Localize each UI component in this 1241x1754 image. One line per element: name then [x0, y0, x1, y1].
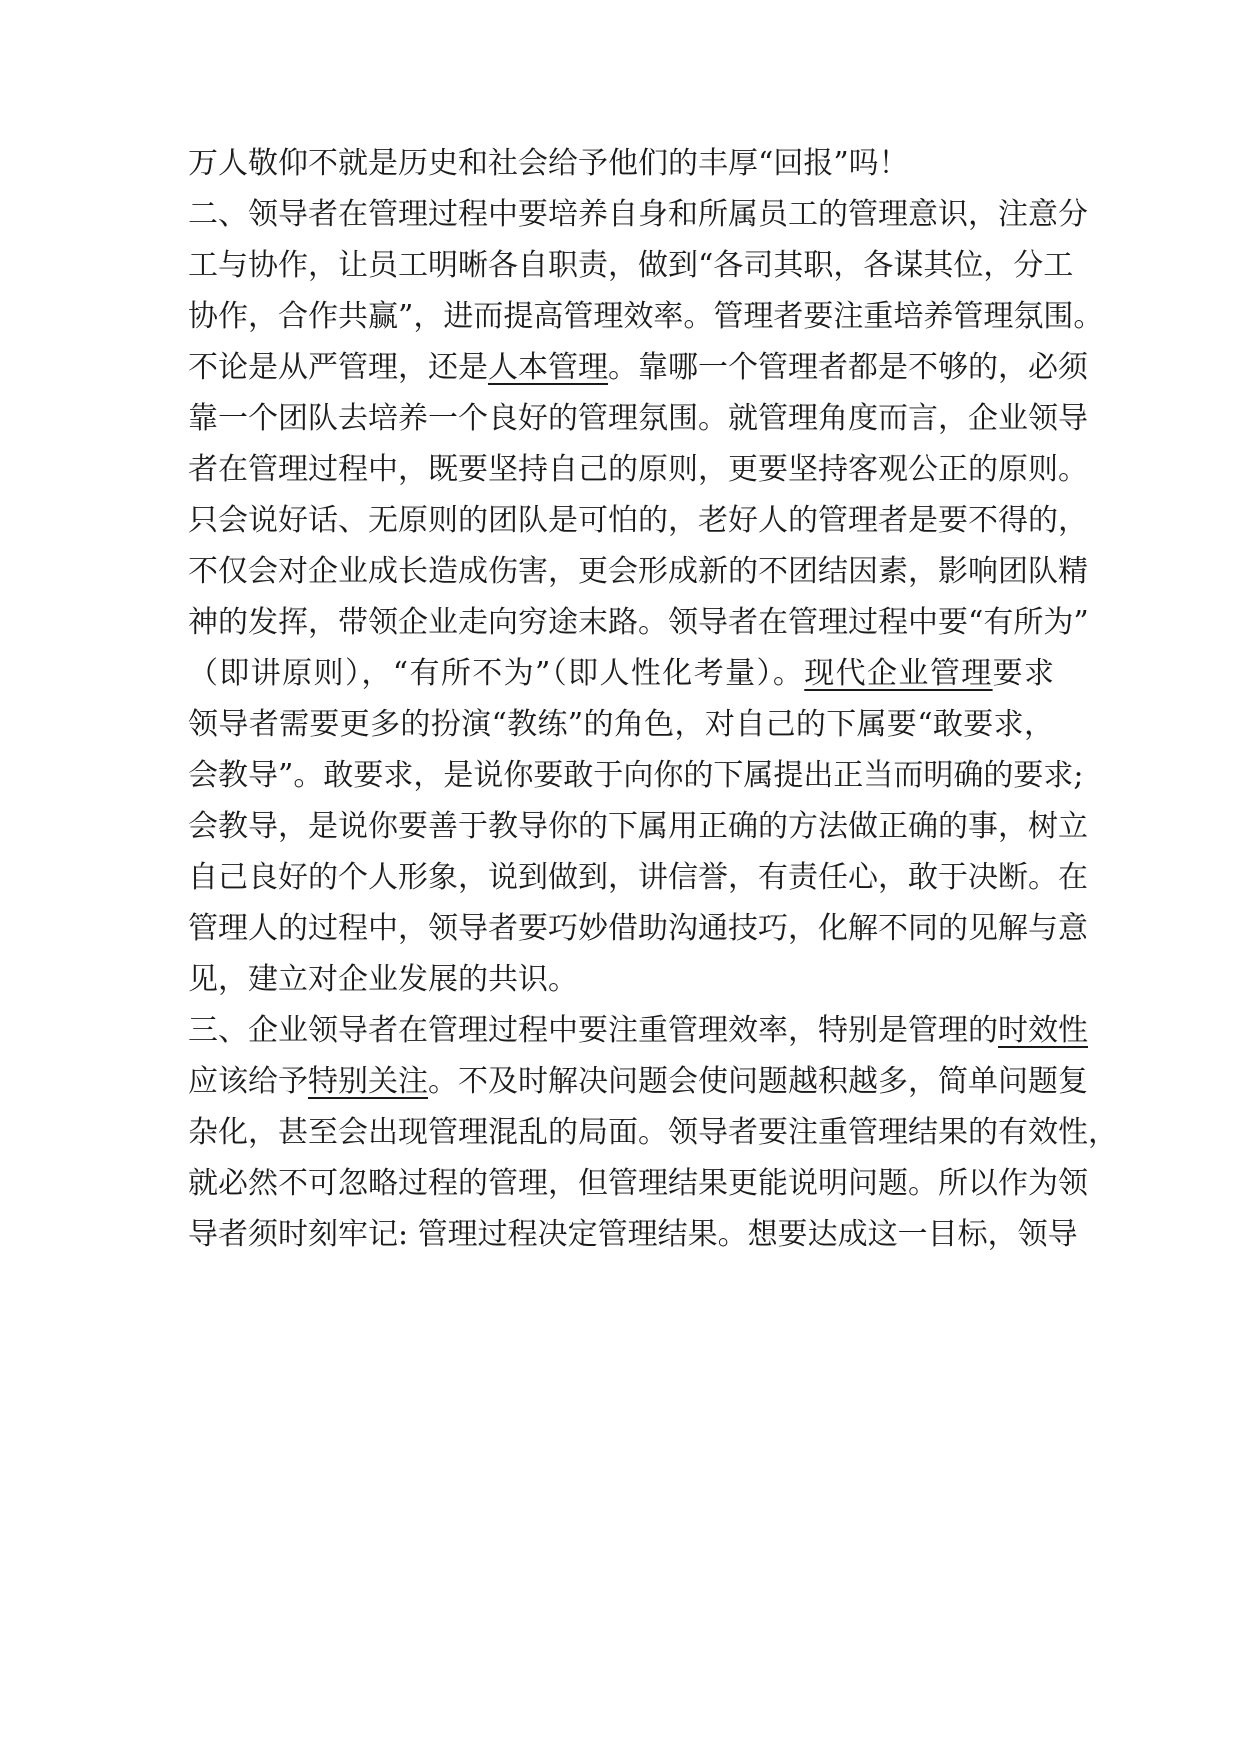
- text-segment: 协作，合作共赢”，进而提高管理效率。管理者要注重培养管理氛围。: [188, 299, 1104, 334]
- text-segment: 神的发挥，带领企业走向穷途末路。领导者在管理过程中要“有所为”: [188, 605, 1089, 640]
- text-segment: 管理人的过程中，领导者要巧妙借助沟通技巧，化解不同的见解与意: [188, 911, 1088, 946]
- underlined-term: 人本管理: [488, 350, 608, 385]
- text-segment: 工与协作，让员工明晰各自职责，做到“各司其职，各谋其位，分工: [188, 248, 1074, 283]
- text-segment: 万人敬仰不就是历史和社会给予他们的丰厚“回报”吗！: [188, 146, 909, 181]
- text-segment: 只会说好话、无原则的团队是可怕的，老好人的管理者是要不得的，: [188, 503, 1088, 538]
- text-segment: 不论是从严管理，还是: [188, 350, 488, 385]
- text-segment: 二、领导者在管理过程中要培养自身和所属员工的管理意识，注意分: [188, 197, 1088, 232]
- text-segment: 。不及时解决问题会使问题越积越多，简单问题复: [428, 1064, 1088, 1099]
- text-segment: 应该给予: [188, 1064, 308, 1099]
- underlined-term: 特别关注: [308, 1064, 428, 1099]
- text-segment: 靠一个团队去培养一个良好的管理氛围。就管理角度而言，企业领导: [188, 401, 1088, 436]
- text-segment: 自己良好的个人形象，说到做到，讲信誉，有责任心，敢于决断。在: [188, 860, 1088, 895]
- text-segment: 见，建立对企业发展的共识。: [188, 962, 578, 997]
- text-segment: 要求: [992, 656, 1054, 691]
- text-segment: 会教导”。敢要求，是说你要敢于向你的下属提出正当而明确的要求;: [188, 758, 1084, 793]
- text-segment: 。靠哪一个管理者都是不够的，必须: [608, 350, 1088, 385]
- text-segment: 杂化，甚至会出现管理混乱的局面。领导者要注重管理结果的有效性，: [188, 1115, 1118, 1150]
- text-segment: （即讲原则），“有所不为”（即人性化考量）。: [188, 656, 805, 691]
- text-segment: 领导者需要更多的扮演“教练”的角色，对自己的下属要“敢要求，: [188, 707, 1054, 742]
- text-segment: 就必然不可忽略过程的管理，但管理结果更能说明问题。所以作为领: [188, 1166, 1088, 1201]
- text-segment: 会教导，是说你要善于教导你的下属用正确的方法做正确的事，树立: [188, 809, 1088, 844]
- text-segment: 不仅会对企业成长造成伤害，更会形成新的不团结因素，影响团队精: [188, 554, 1088, 589]
- text-segment: 者在管理过程中，既要坚持自己的原则，更要坚持客观公正的原则。: [188, 452, 1088, 487]
- text-segment: 导者须时刻牢记: 管理过程决定管理结果。想要达成这一目标，领导: [188, 1217, 1078, 1252]
- text-line: [188, 1204, 1078, 1266]
- text-segment: 三、企业领导者在管理过程中要注重管理效率，特别是管理的: [188, 1013, 998, 1048]
- underlined-term: 时效性: [998, 1013, 1088, 1048]
- underlined-term: 现代企业管理: [804, 656, 993, 691]
